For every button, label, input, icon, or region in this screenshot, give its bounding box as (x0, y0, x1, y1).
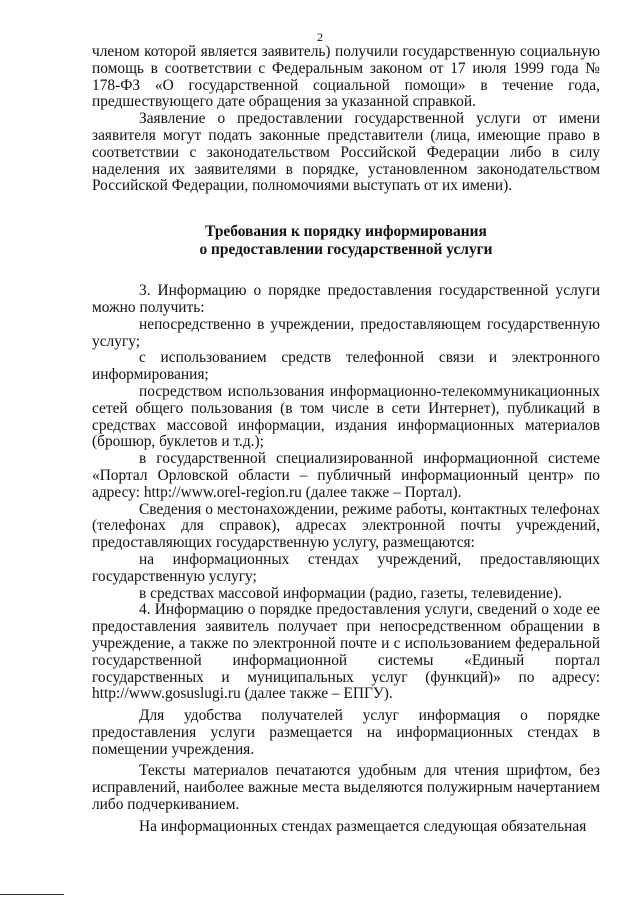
paragraph: Сведения о местонахождении, режиме работы, контактных телефонах (телефонах для справок), адресах электронной почты учреждений, предоставляющих государственную услугу, размещаются: (92, 500, 600, 552)
paragraph: на информационных стендах учреждений, предоставляющих государственную услугу; (92, 550, 600, 585)
paragraph: с использованием средств телефонной связи и электронного информирования; (92, 349, 600, 384)
paragraph: Заявление о предоставлении государственной услуги от имени заявителя могут подать законные представители (лица, имеющие право в соответствии с законодательством Российской Федерации либо в силу наделения их заявителями в порядке, установленном законодательством Российской Федерации, полномочиями выступать от их имени). (92, 110, 600, 195)
paragraph: На информационных стендах размещается следующая обязательная (139, 817, 587, 835)
paragraph: членом которой является заявитель) получили государственную социальную помощь в соответствии с Федеральным законом от 17 июля 1999 года № 178-ФЗ «О государственной социальной помощи» в течение года, предшествующего дате обращения за указанной справкой. (92, 43, 600, 111)
section-heading-line: Требования к порядку информирования (205, 223, 487, 241)
paragraph: в государственной специализированной информационной системе «Портал Орловской области – публичный информационный центр» по адресу: http://www.orel-region.ru (далее также – Портал). (92, 450, 600, 501)
document-body (92, 44, 600, 836)
page-number: 2 (317, 30, 323, 44)
paragraph: Для удобства получателей услуг информация о порядке предоставления услуги размещается на информационных стендах в помещении учреждения. (92, 707, 600, 758)
paragraph: 3. Информацию о порядке предоставления государственной услуги можно получить: (92, 282, 600, 316)
paragraph: посредством использования информационно-телекоммуникационных сетей общего пользования (в том числе в сети Интернет), публикаций в средствах массовой информации, издания информационных материалов (брошюр, буклетов и т.д.); (92, 382, 600, 451)
section-heading (92, 223, 600, 259)
paragraph: Тексты материалов печатаются удобным для чтения шрифтом, без исправлений, наиболее важные места выделяются полужирным начертанием либо подчеркиванием. (92, 762, 600, 814)
paragraph: в средствах массовой информации (радио, газеты, телевидение). (139, 584, 562, 602)
footer-rule (0, 894, 64, 895)
paragraph: непосредственно в учреждении, предоставляющем государственную услугу; (92, 315, 600, 350)
paragraph: 4. Информацию о порядке предоставления услуги, сведений о ходе ее предоставления заявитель получает при непосредственном обращении в учреждение, а также по электронной почте и с использованием федеральной государственной информационной системы «Единый портал государственных и муниципальных услуг (функций)» по адресу: http://www.gosuslugi.ru (далее также – ЕПГУ). (92, 601, 600, 703)
section-heading-line: о предоставлении государственной услуги (199, 241, 493, 259)
